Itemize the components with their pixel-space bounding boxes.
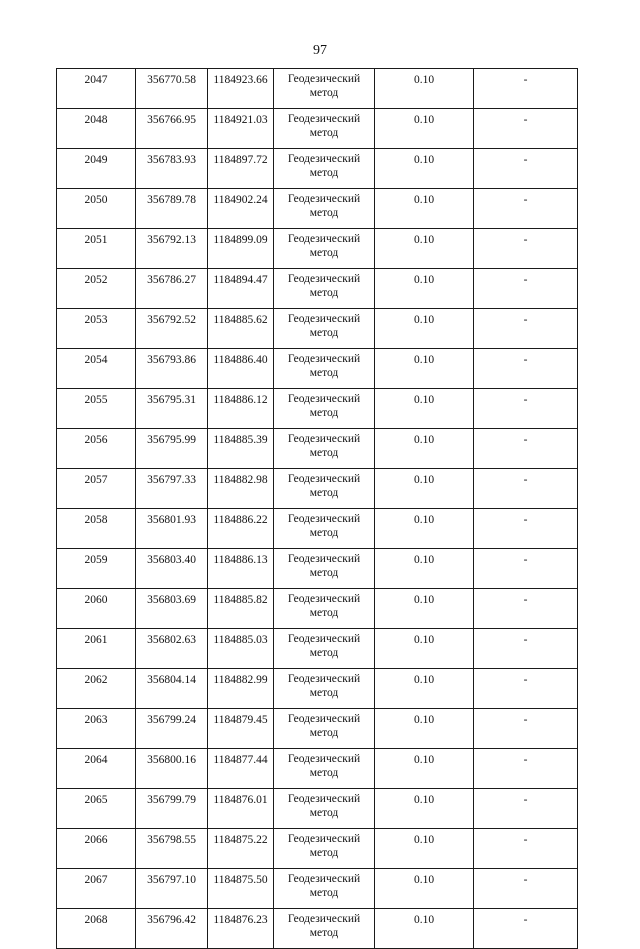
y-coordinate-cell: 1184879.45	[208, 709, 274, 749]
x-coordinate-cell: 356792.52	[136, 309, 208, 349]
x-coordinate-cell: 356802.63	[136, 629, 208, 669]
point-number-cell: 2058	[57, 509, 136, 549]
table-row	[57, 389, 578, 429]
point-number-cell: 2055	[57, 389, 136, 429]
y-coordinate-cell: 1184875.50	[208, 869, 274, 909]
table-row	[57, 869, 578, 909]
method-cell: Геодезический метод	[274, 829, 375, 869]
note-cell: -	[474, 549, 578, 589]
note-cell: -	[474, 189, 578, 229]
y-coordinate-cell: 1184877.44	[208, 749, 274, 789]
coordinates-table	[56, 68, 578, 949]
y-coordinate-cell: 1184886.13	[208, 549, 274, 589]
y-coordinate-cell: 1184923.66	[208, 69, 274, 109]
point-number-cell: 2054	[57, 349, 136, 389]
method-cell: Геодезический метод	[274, 429, 375, 469]
note-cell: -	[474, 109, 578, 149]
accuracy-cell: 0.10	[375, 69, 474, 109]
point-number-cell: 2049	[57, 149, 136, 189]
y-coordinate-cell: 1184894.47	[208, 269, 274, 309]
table-row	[57, 109, 578, 149]
table-row	[57, 669, 578, 709]
accuracy-cell: 0.10	[375, 749, 474, 789]
table-row	[57, 429, 578, 469]
note-cell: -	[474, 269, 578, 309]
method-cell: Геодезический метод	[274, 789, 375, 829]
accuracy-cell: 0.10	[375, 109, 474, 149]
point-number-cell: 2047	[57, 69, 136, 109]
method-cell: Геодезический метод	[274, 549, 375, 589]
y-coordinate-cell: 1184876.01	[208, 789, 274, 829]
x-coordinate-cell: 356804.14	[136, 669, 208, 709]
x-coordinate-cell: 356783.93	[136, 149, 208, 189]
x-coordinate-cell: 356801.93	[136, 509, 208, 549]
note-cell: -	[474, 349, 578, 389]
table-row	[57, 909, 578, 949]
x-coordinate-cell: 356803.40	[136, 549, 208, 589]
method-cell: Геодезический метод	[274, 109, 375, 149]
point-number-cell: 2062	[57, 669, 136, 709]
point-number-cell: 2064	[57, 749, 136, 789]
x-coordinate-cell: 356795.99	[136, 429, 208, 469]
point-number-cell: 2061	[57, 629, 136, 669]
x-coordinate-cell: 356797.10	[136, 869, 208, 909]
note-cell: -	[474, 789, 578, 829]
method-cell: Геодезический метод	[274, 149, 375, 189]
table-row	[57, 629, 578, 669]
note-cell: -	[474, 749, 578, 789]
point-number-cell: 2066	[57, 829, 136, 869]
point-number-cell: 2050	[57, 189, 136, 229]
y-coordinate-cell: 1184876.23	[208, 909, 274, 949]
x-coordinate-cell: 356798.55	[136, 829, 208, 869]
method-cell: Геодезический метод	[274, 509, 375, 549]
x-coordinate-cell: 356770.58	[136, 69, 208, 109]
accuracy-cell: 0.10	[375, 549, 474, 589]
table-row	[57, 189, 578, 229]
page-number: 97	[313, 43, 327, 58]
note-cell: -	[474, 429, 578, 469]
point-number-cell: 2048	[57, 109, 136, 149]
note-cell: -	[474, 69, 578, 109]
table-row	[57, 349, 578, 389]
point-number-cell: 2059	[57, 549, 136, 589]
point-number-cell: 2067	[57, 869, 136, 909]
note-cell: -	[474, 829, 578, 869]
accuracy-cell: 0.10	[375, 829, 474, 869]
note-cell: -	[474, 149, 578, 189]
note-cell: -	[474, 309, 578, 349]
y-coordinate-cell: 1184921.03	[208, 109, 274, 149]
table-row	[57, 709, 578, 749]
point-number-cell: 2065	[57, 789, 136, 829]
accuracy-cell: 0.10	[375, 389, 474, 429]
accuracy-cell: 0.10	[375, 229, 474, 269]
accuracy-cell: 0.10	[375, 309, 474, 349]
x-coordinate-cell: 356796.42	[136, 909, 208, 949]
table-row	[57, 309, 578, 349]
accuracy-cell: 0.10	[375, 349, 474, 389]
table-row	[57, 149, 578, 189]
y-coordinate-cell: 1184886.12	[208, 389, 274, 429]
accuracy-cell: 0.10	[375, 589, 474, 629]
method-cell: Геодезический метод	[274, 389, 375, 429]
note-cell: -	[474, 669, 578, 709]
accuracy-cell: 0.10	[375, 629, 474, 669]
accuracy-cell: 0.10	[375, 709, 474, 749]
coordinates-table-body	[57, 69, 578, 949]
method-cell: Геодезический метод	[274, 469, 375, 509]
y-coordinate-cell: 1184886.22	[208, 509, 274, 549]
x-coordinate-cell: 356803.69	[136, 589, 208, 629]
y-coordinate-cell: 1184899.09	[208, 229, 274, 269]
method-cell: Геодезический метод	[274, 69, 375, 109]
table-row	[57, 229, 578, 269]
y-coordinate-cell: 1184885.82	[208, 589, 274, 629]
note-cell: -	[474, 589, 578, 629]
accuracy-cell: 0.10	[375, 189, 474, 229]
method-cell: Геодезический метод	[274, 669, 375, 709]
accuracy-cell: 0.10	[375, 869, 474, 909]
y-coordinate-cell: 1184897.72	[208, 149, 274, 189]
accuracy-cell: 0.10	[375, 789, 474, 829]
accuracy-cell: 0.10	[375, 469, 474, 509]
method-cell: Геодезический метод	[274, 349, 375, 389]
y-coordinate-cell: 1184885.03	[208, 629, 274, 669]
x-coordinate-cell: 356786.27	[136, 269, 208, 309]
x-coordinate-cell: 356799.79	[136, 789, 208, 829]
accuracy-cell: 0.10	[375, 149, 474, 189]
point-number-cell: 2060	[57, 589, 136, 629]
y-coordinate-cell: 1184882.98	[208, 469, 274, 509]
point-number-cell: 2056	[57, 429, 136, 469]
x-coordinate-cell: 356795.31	[136, 389, 208, 429]
table-row	[57, 509, 578, 549]
method-cell: Геодезический метод	[274, 589, 375, 629]
y-coordinate-cell: 1184885.39	[208, 429, 274, 469]
table-row	[57, 749, 578, 789]
point-number-cell: 2068	[57, 909, 136, 949]
x-coordinate-cell: 356789.78	[136, 189, 208, 229]
table-row	[57, 69, 578, 109]
method-cell: Геодезический метод	[274, 869, 375, 909]
point-number-cell: 2063	[57, 709, 136, 749]
x-coordinate-cell: 356800.16	[136, 749, 208, 789]
y-coordinate-cell: 1184902.24	[208, 189, 274, 229]
table-row	[57, 549, 578, 589]
y-coordinate-cell: 1184885.62	[208, 309, 274, 349]
point-number-cell: 2053	[57, 309, 136, 349]
y-coordinate-cell: 1184886.40	[208, 349, 274, 389]
note-cell: -	[474, 389, 578, 429]
note-cell: -	[474, 509, 578, 549]
point-number-cell: 2051	[57, 229, 136, 269]
accuracy-cell: 0.10	[375, 509, 474, 549]
y-coordinate-cell: 1184875.22	[208, 829, 274, 869]
accuracy-cell: 0.10	[375, 669, 474, 709]
table-row	[57, 789, 578, 829]
accuracy-cell: 0.10	[375, 909, 474, 949]
table-row	[57, 589, 578, 629]
method-cell: Геодезический метод	[274, 189, 375, 229]
note-cell: -	[474, 469, 578, 509]
method-cell: Геодезический метод	[274, 269, 375, 309]
x-coordinate-cell: 356766.95	[136, 109, 208, 149]
accuracy-cell: 0.10	[375, 429, 474, 469]
method-cell: Геодезический метод	[274, 629, 375, 669]
method-cell: Геодезический метод	[274, 309, 375, 349]
note-cell: -	[474, 629, 578, 669]
note-cell: -	[474, 909, 578, 949]
point-number-cell: 2052	[57, 269, 136, 309]
table-row	[57, 269, 578, 309]
accuracy-cell: 0.10	[375, 269, 474, 309]
point-number-cell: 2057	[57, 469, 136, 509]
x-coordinate-cell: 356793.86	[136, 349, 208, 389]
method-cell: Геодезический метод	[274, 909, 375, 949]
method-cell: Геодезический метод	[274, 229, 375, 269]
x-coordinate-cell: 356797.33	[136, 469, 208, 509]
note-cell: -	[474, 869, 578, 909]
method-cell: Геодезический метод	[274, 709, 375, 749]
table-row	[57, 469, 578, 509]
note-cell: -	[474, 229, 578, 269]
x-coordinate-cell: 356792.13	[136, 229, 208, 269]
y-coordinate-cell: 1184882.99	[208, 669, 274, 709]
table-row	[57, 829, 578, 869]
note-cell: -	[474, 709, 578, 749]
x-coordinate-cell: 356799.24	[136, 709, 208, 749]
method-cell: Геодезический метод	[274, 749, 375, 789]
